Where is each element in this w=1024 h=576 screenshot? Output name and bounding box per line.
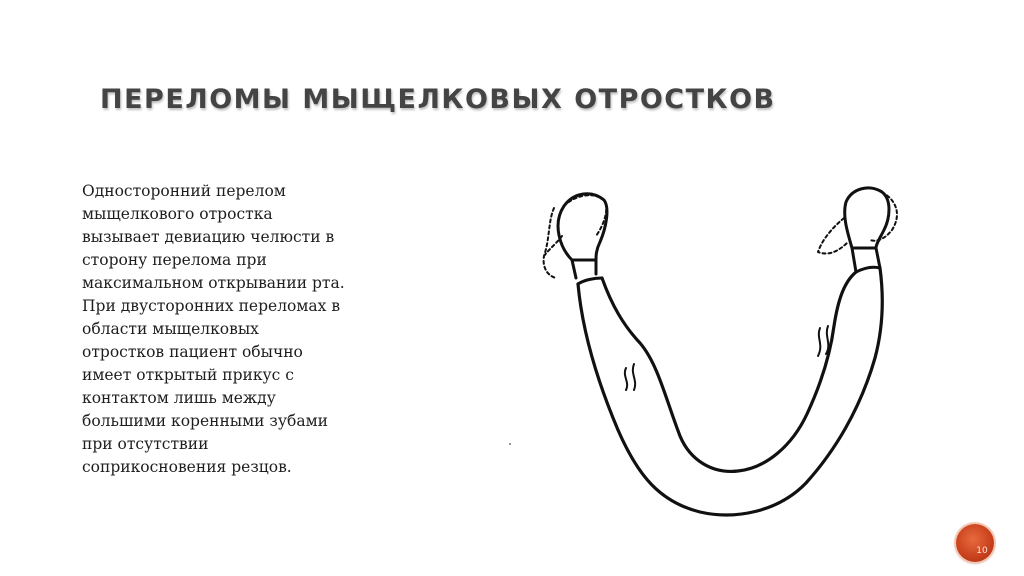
body-line-9: имеет открытый прикус с (82, 366, 294, 384)
body-line-2: мыщелкового отростка (82, 205, 273, 223)
body-line-1: Односторонний перелом (82, 182, 286, 200)
right-ramus-top (856, 267, 880, 272)
slide-number-button[interactable] (956, 524, 994, 562)
body-line-7: области мыщелковых (82, 320, 259, 338)
body-line-3: вызывает девиацию челюсти в (82, 228, 335, 246)
stray-dot (509, 443, 511, 445)
mandible-illustration (530, 178, 910, 523)
left-condyle-neck (572, 260, 596, 278)
body-line-10: контактом лишь между (82, 389, 276, 407)
left-ramus-top (578, 278, 602, 284)
slide-number: 10 (976, 546, 988, 556)
body-line-13: соприкосновения резцов. (82, 458, 292, 476)
body-line-8: отростков пациент обычно (82, 343, 303, 361)
body-line-5: максимальном открывании рта. (82, 274, 345, 292)
slide-body-text (82, 180, 402, 479)
mandible-inner-contour (602, 272, 856, 471)
right-condyle-displaced (818, 192, 897, 254)
slide-title: ПЕРЕЛОМЫ МЫЩЕЛКОВЫХ ОТРОСТКОВ (100, 84, 776, 115)
body-line-4: сторону перелома при (82, 251, 267, 269)
body-line-6: При двусторонних переломах в (82, 297, 341, 315)
right-fracture-mark (818, 326, 828, 356)
left-fracture-mark (625, 364, 635, 390)
body-line-11: большими коренными зубами (82, 412, 328, 430)
body-line-12: при отсутствии (82, 435, 209, 453)
